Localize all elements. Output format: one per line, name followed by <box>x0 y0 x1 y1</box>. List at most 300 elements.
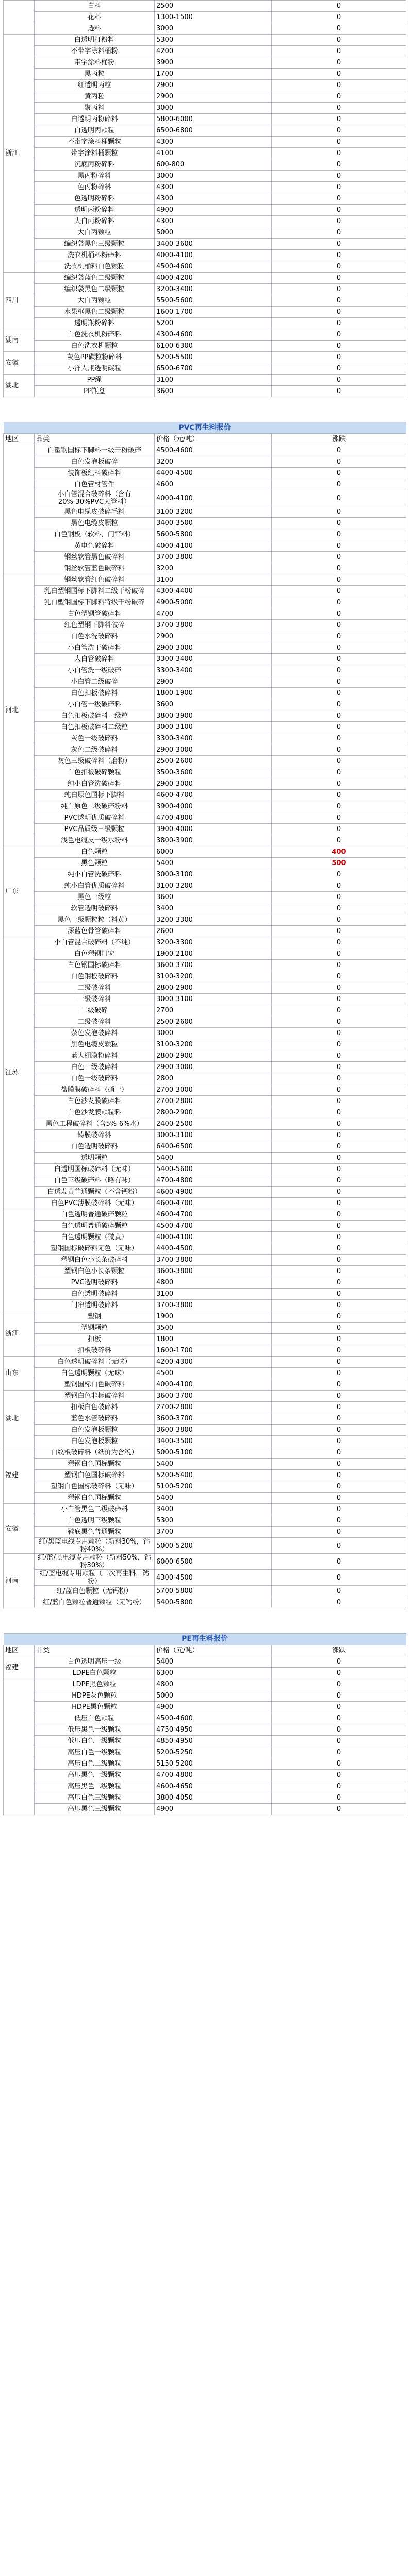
column-header-change: 涨跌 <box>272 1645 406 1656</box>
price-cell: 4300 <box>155 182 272 193</box>
change-cell: 0 <box>272 1586 406 1597</box>
price-cell: 3200-3300 <box>155 937 272 948</box>
change-cell: 0 <box>272 1515 406 1527</box>
column-header-region: 地区 <box>4 1645 35 1656</box>
table-row <box>4 767 406 778</box>
price-cell: 4700-4800 <box>155 1770 272 1781</box>
change-cell: 0 <box>272 1436 406 1447</box>
product-name-cell: 塑钢 <box>35 1311 155 1323</box>
table-row <box>4 778 406 790</box>
change-cell: 0 <box>272 1221 406 1232</box>
product-name-cell: 透明颗粒 <box>35 1153 155 1164</box>
region-cell: 安徽 <box>4 352 35 375</box>
table-row <box>4 846 406 858</box>
price-cell: 2900 <box>155 676 272 688</box>
product-name-cell: 白色钢板破碎料 <box>35 971 155 982</box>
product-name-cell: 带字涂料桶颗粒 <box>35 148 155 159</box>
product-name-cell: 塑钢白色非标破碎料 <box>35 1391 155 1402</box>
product-name-cell: 白色透明颗粒（微黄） <box>35 1232 155 1243</box>
product-name-cell: 高压白色二级颗粒 <box>35 1758 155 1770</box>
product-name-cell: 高压白色三级颗粒 <box>35 1792 155 1804</box>
change-cell: 0 <box>272 518 406 529</box>
table-row <box>4 1690 406 1702</box>
change-cell: 0 <box>272 239 406 250</box>
product-name-cell: 纯小白管洗破碎料 <box>35 778 155 790</box>
price-cell: 5600-5800 <box>155 529 272 540</box>
product-name-cell: 白色塑钢门窗 <box>35 948 155 960</box>
change-cell: 0 <box>272 642 406 654</box>
price-cell: 4400-4500 <box>155 468 272 479</box>
price-cell: 6400-6500 <box>155 1141 272 1153</box>
product-name-cell: 高压黑色二级颗粒 <box>35 1781 155 1792</box>
price-cell: 5200-5250 <box>155 1747 272 1758</box>
change-cell: 0 <box>272 1175 406 1187</box>
table-row <box>4 699 406 710</box>
change-cell: 0 <box>272 654 406 665</box>
price-cell: 5400-5600 <box>155 1164 272 1175</box>
price-cell: 5300 <box>155 1515 272 1527</box>
product-name-cell: 白色透明破碎料 <box>35 1141 155 1153</box>
table-row <box>4 982 406 994</box>
product-name-cell: 白色透明三级颗粒 <box>35 1515 155 1527</box>
product-name-cell: 塑钢白色小长条颗粒 <box>35 1266 155 1277</box>
change-cell: 0 <box>272 1062 406 1073</box>
table-row <box>4 250 406 261</box>
price-cell: 5000 <box>155 227 272 239</box>
price-cell: 3900 <box>155 57 272 69</box>
product-name-cell: 乳白塑钢国标下脚料特级干粉破碎 <box>35 597 155 608</box>
product-name-cell: 白色颗粒 <box>35 846 155 858</box>
table-row <box>4 1781 406 1792</box>
price-cell: 4800 <box>155 1277 272 1289</box>
change-cell: 0 <box>272 456 406 468</box>
section-title: PE再生料报价 <box>4 1634 406 1645</box>
change-cell: 0 <box>272 1141 406 1153</box>
product-name-cell: 大白丙颗粒 <box>35 295 155 307</box>
product-name-cell: 编织袋黑色三级颗粒 <box>35 239 155 250</box>
change-cell: 0 <box>272 35 406 46</box>
price-cell: 4600-4700 <box>155 1209 272 1221</box>
price-cell: 2500 <box>155 1 272 12</box>
change-cell: 0 <box>272 1334 406 1345</box>
price-cell: 5400-5800 <box>155 1597 272 1608</box>
change-cell: 0 <box>272 216 406 227</box>
product-name-cell: 蓝大棚膜粉碎料 <box>35 1050 155 1062</box>
table-row <box>4 171 406 182</box>
product-name-cell: 白色钢板（软料，门帘料） <box>35 529 155 540</box>
table-row <box>4 812 406 824</box>
price-cell: 4500-4600 <box>155 261 272 273</box>
change-cell: 0 <box>272 1323 406 1334</box>
table-row <box>4 1266 406 1277</box>
price-cell: 3900-4000 <box>155 824 272 835</box>
table-row <box>4 1425 406 1436</box>
product-name-cell: 小白管洗干破碎料 <box>35 642 155 654</box>
table-row <box>4 468 406 479</box>
product-name-cell: 高压黑色一级颗粒 <box>35 1770 155 1781</box>
price-cell: 3100-3200 <box>155 971 272 982</box>
change-cell: 0 <box>272 12 406 23</box>
table-row <box>4 563 406 574</box>
price-cell: 4300 <box>155 216 272 227</box>
product-name-cell: 白透明丙颗粒 <box>35 125 155 137</box>
change-cell: 0 <box>272 23 406 35</box>
change-cell: 0 <box>272 892 406 903</box>
table-row <box>4 273 406 284</box>
change-cell: 0 <box>272 468 406 479</box>
table-row <box>4 1289 406 1300</box>
table-row <box>4 914 406 926</box>
change-cell: 0 <box>272 182 406 193</box>
table-row <box>4 1481 406 1493</box>
table-row <box>4 1515 406 1527</box>
price-cell: 4500-4700 <box>155 1221 272 1232</box>
price-cell: 4900-5000 <box>155 597 272 608</box>
table-row <box>4 193 406 205</box>
change-cell: 0 <box>272 1153 406 1164</box>
product-name-cell: 白色沙发膜颗粒料 <box>35 1107 155 1118</box>
table-row <box>4 722 406 733</box>
table-row <box>4 1028 406 1039</box>
table-row <box>4 205 406 216</box>
price-cell: 3300-3400 <box>155 733 272 744</box>
product-name-cell: 白色扣板破碎料一级粒 <box>35 710 155 722</box>
change-cell: 0 <box>272 1391 406 1402</box>
table-row <box>4 375 406 386</box>
price-cell: 3900-4000 <box>155 801 272 812</box>
price-cell: 1600-1700 <box>155 307 272 318</box>
product-name-cell: 深蓝色骨管破碎料 <box>35 926 155 937</box>
change-cell: 0 <box>272 1724 406 1736</box>
change-cell: 0 <box>272 982 406 994</box>
table-row <box>4 1538 406 1554</box>
product-name-cell: 灰色二级破碎料 <box>35 744 155 756</box>
table-row <box>4 903 406 914</box>
price-table-pe <box>3 1633 406 1815</box>
change-cell: 0 <box>272 1447 406 1459</box>
product-name-cell: 聚丙料 <box>35 103 155 114</box>
change-cell: 0 <box>272 1470 406 1481</box>
product-name-cell: 小白管混合破碎料（不纯） <box>35 937 155 948</box>
table-row <box>4 445 406 456</box>
price-cell: 3600 <box>155 892 272 903</box>
price-cell: 3600-3800 <box>155 1266 272 1277</box>
product-name-cell: 白色三级破碎料（略有味） <box>35 1175 155 1187</box>
change-cell: 0 <box>272 1300 406 1311</box>
table-row <box>4 23 406 35</box>
table-row <box>4 1357 406 1368</box>
change-cell: 0 <box>272 1368 406 1379</box>
change-cell: 0 <box>272 665 406 676</box>
table-row <box>4 69 406 80</box>
product-name-cell: 透明丙粉碎料 <box>35 205 155 216</box>
price-cell: 4700 <box>155 608 272 620</box>
table-row <box>4 1062 406 1073</box>
price-cell: 2900-3000 <box>155 1062 272 1073</box>
change-cell: 0 <box>272 261 406 273</box>
product-name-cell: 水果框黑色二级颗粒 <box>35 307 155 318</box>
change-cell: 0 <box>272 479 406 490</box>
table-row <box>4 960 406 971</box>
change-cell: 0 <box>272 1243 406 1255</box>
price-cell: 4100 <box>155 148 272 159</box>
product-name-cell: HDPE灰色颗粒 <box>35 1690 155 1702</box>
column-header-change: 涨跌 <box>272 434 406 445</box>
table-row <box>4 1527 406 1538</box>
price-cell: 2700 <box>155 1005 272 1016</box>
table-row <box>4 1554 406 1570</box>
price-cell: 4000-4100 <box>155 250 272 261</box>
price-cell: 2700-2800 <box>155 1096 272 1107</box>
table-row <box>4 1300 406 1311</box>
change-cell: 0 <box>272 563 406 574</box>
product-name-cell: 白透明丙粉碎料 <box>35 114 155 125</box>
product-name-cell: 塑钢白色国标颗粒 <box>35 1459 155 1470</box>
price-cell: 4000-4100 <box>155 540 272 552</box>
product-name-cell: 不带字涂料桶粉 <box>35 46 155 57</box>
table-row <box>4 1175 406 1187</box>
price-cell: 3400 <box>155 903 272 914</box>
change-cell: 0 <box>272 1413 406 1425</box>
product-name-cell: LDPE白色颗粒 <box>35 1668 155 1679</box>
table-row <box>4 46 406 57</box>
table-row <box>4 994 406 1005</box>
product-name-cell: 编织袋黑色二级颗粒 <box>35 284 155 295</box>
price-cell: 5000-5200 <box>155 1538 272 1554</box>
change-cell: 0 <box>272 1187 406 1198</box>
table-row <box>4 1255 406 1266</box>
product-name-cell: 乳白塑钢国标下脚料二级干粉破碎 <box>35 586 155 597</box>
table-row <box>4 631 406 642</box>
product-name-cell: 塑钢国标白色破碎料 <box>35 1379 155 1391</box>
product-name-cell: 白色扣板破碎颗粒 <box>35 767 155 778</box>
change-cell: 0 <box>272 835 406 846</box>
change-cell: 0 <box>272 375 406 386</box>
price-cell: 600-800 <box>155 159 272 171</box>
table-row <box>4 295 406 307</box>
price-cell: 4500 <box>155 1368 272 1379</box>
region-cell: 安徽 <box>4 1504 35 1554</box>
product-name-cell: 低压白色颗粒 <box>35 1713 155 1724</box>
price-cell: 1800-1900 <box>155 688 272 699</box>
change-cell: 0 <box>272 1481 406 1493</box>
change-cell: 0 <box>272 1792 406 1804</box>
change-cell: 0 <box>272 1713 406 1724</box>
table-row <box>4 540 406 552</box>
price-cell: 3200 <box>155 456 272 468</box>
price-cell: 6300 <box>155 1668 272 1679</box>
change-cell: 0 <box>272 137 406 148</box>
price-list-page <box>3 0 406 1815</box>
product-name-cell: 白透发黄普通颗粒（不含钙粉） <box>35 1187 155 1198</box>
change-cell: 0 <box>272 46 406 57</box>
table-row <box>4 261 406 273</box>
change-cell: 0 <box>272 926 406 937</box>
column-header-region: 地区 <box>4 434 35 445</box>
product-name-cell: 透明瓶粉碎料 <box>35 318 155 329</box>
product-name-cell: 花料 <box>35 12 155 23</box>
change-cell: 0 <box>272 490 406 506</box>
product-name-cell: 高压黑色三级颗粒 <box>35 1804 155 1815</box>
change-cell: 0 <box>272 529 406 540</box>
price-cell: 3100-3200 <box>155 880 272 892</box>
price-cell: 4000-4100 <box>155 490 272 506</box>
price-cell: 4000-4100 <box>155 1232 272 1243</box>
product-name-cell: 白色透明破碎料 <box>35 1289 155 1300</box>
product-name-cell: 白色钢国标破碎料 <box>35 960 155 971</box>
price-cell: 5500-5600 <box>155 295 272 307</box>
price-cell: 5200-5400 <box>155 1470 272 1481</box>
product-name-cell: 白色发泡板破碎 <box>35 456 155 468</box>
change-cell: 0 <box>272 971 406 982</box>
table-row <box>4 1141 406 1153</box>
table-row <box>4 1413 406 1425</box>
change-cell: 0 <box>272 148 406 159</box>
price-cell: 3600-3700 <box>155 1413 272 1425</box>
section-gap <box>3 1608 406 1633</box>
product-name-cell: 白纹板破碎料（纸价为含税） <box>35 1447 155 1459</box>
product-name-cell: 编织袋蓝色二级颗粒 <box>35 273 155 284</box>
product-name-cell: 黑色电缆皮破碎毛料 <box>35 506 155 518</box>
price-cell: 4300-4400 <box>155 586 272 597</box>
region-cell <box>4 1679 35 1815</box>
price-cell: 4900 <box>155 205 272 216</box>
price-cell: 2900-3000 <box>155 642 272 654</box>
change-cell: 400 <box>272 846 406 858</box>
product-name-cell: 纯白原色二级破碎粉料 <box>35 801 155 812</box>
table-row <box>4 926 406 937</box>
region-cell: 河南 <box>4 1554 35 1608</box>
price-cell: 1800 <box>155 1334 272 1345</box>
price-cell: 2800 <box>155 1073 272 1084</box>
change-cell: 0 <box>272 69 406 80</box>
table-row <box>4 1702 406 1713</box>
price-cell: 4600-4900 <box>155 1187 272 1198</box>
product-name-cell: 二级破碎料 <box>35 1016 155 1028</box>
change-cell: 0 <box>272 1107 406 1118</box>
change-cell: 0 <box>272 1679 406 1690</box>
price-table-pvc <box>3 422 406 1608</box>
product-name-cell: 钢丝软管黑色破碎料 <box>35 552 155 563</box>
product-name-cell: 白色一级破碎料 <box>35 1073 155 1084</box>
change-cell: 0 <box>272 1016 406 1028</box>
table-row <box>4 1459 406 1470</box>
column-header-row <box>4 1645 406 1656</box>
change-cell: 0 <box>272 1781 406 1792</box>
price-cell: 3400-3600 <box>155 239 272 250</box>
product-name-cell: 白色透明普通破碎颗粒 <box>35 1209 155 1221</box>
change-cell: 0 <box>272 125 406 137</box>
price-cell: 2900 <box>155 91 272 103</box>
table-row <box>4 688 406 699</box>
column-header-name: 品类 <box>35 434 155 445</box>
table-row <box>4 1493 406 1504</box>
change-cell: 0 <box>272 250 406 261</box>
change-cell: 0 <box>272 295 406 307</box>
change-cell: 0 <box>272 552 406 563</box>
table-row <box>4 307 406 318</box>
price-cell: 3000-3100 <box>155 1130 272 1141</box>
product-name-cell: 沉底丙粉碎料 <box>35 159 155 171</box>
table-row <box>4 386 406 397</box>
table-row <box>4 1334 406 1345</box>
price-cell: 5400 <box>155 1459 272 1470</box>
change-cell: 0 <box>272 960 406 971</box>
price-cell: 2700-3000 <box>155 1084 272 1096</box>
price-cell: 1600-1700 <box>155 1345 272 1357</box>
change-cell: 0 <box>272 1084 406 1096</box>
change-cell: 0 <box>272 363 406 375</box>
price-cell: 3200-3400 <box>155 284 272 295</box>
change-cell: 0 <box>272 386 406 397</box>
product-name-cell: 塑钢国标破碎料无色（无味） <box>35 1243 155 1255</box>
table-row <box>4 137 406 148</box>
change-cell: 0 <box>272 1028 406 1039</box>
price-cell: 5800-6000 <box>155 114 272 125</box>
price-cell: 3600-3700 <box>155 1391 272 1402</box>
price-cell: 5150-5200 <box>155 1758 272 1770</box>
price-cell: 6000 <box>155 846 272 858</box>
product-name-cell: 塑钢白色小长条破碎料 <box>35 1255 155 1266</box>
change-cell: 0 <box>272 1425 406 1436</box>
table-row <box>4 790 406 801</box>
price-cell: 2900-3000 <box>155 778 272 790</box>
change-cell: 0 <box>272 1690 406 1702</box>
product-name-cell: PP绳 <box>35 375 155 386</box>
table-row <box>4 1804 406 1815</box>
change-cell: 0 <box>272 1402 406 1413</box>
change-cell: 0 <box>272 318 406 329</box>
table-row <box>4 665 406 676</box>
price-cell: 4800 <box>155 1679 272 1690</box>
product-name-cell: 白色发泡板颗粒 <box>35 1436 155 1447</box>
change-cell: 0 <box>272 341 406 352</box>
table-row <box>4 35 406 46</box>
price-cell: 3700-3800 <box>155 1255 272 1266</box>
table-row <box>4 642 406 654</box>
table-row <box>4 12 406 23</box>
table-row <box>4 1792 406 1804</box>
table-row <box>4 341 406 352</box>
change-cell: 0 <box>272 574 406 586</box>
table-row <box>4 552 406 563</box>
price-cell: 2800-2900 <box>155 1107 272 1118</box>
product-name-cell: 钢丝软管红色破碎料 <box>35 574 155 586</box>
table-row <box>4 529 406 540</box>
product-name-cell: 白色透明破碎料（无味） <box>35 1357 155 1368</box>
region-cell <box>4 445 35 574</box>
change-cell: 0 <box>272 620 406 631</box>
price-cell: 4000-4200 <box>155 273 272 284</box>
table-row <box>4 1153 406 1164</box>
change-cell: 0 <box>272 1379 406 1391</box>
table-row <box>4 91 406 103</box>
table-row <box>4 1277 406 1289</box>
table-row <box>4 1096 406 1107</box>
table-row <box>4 518 406 529</box>
product-name-cell: 白塑钢国标下脚料一级干粉破碎 <box>35 445 155 456</box>
table-row <box>4 159 406 171</box>
product-name-cell: 小白管一级破碎料 <box>35 699 155 710</box>
table-row <box>4 597 406 608</box>
table-row <box>4 756 406 767</box>
region-cell: 浙江 <box>4 1311 35 1357</box>
product-name-cell: PVC透明破碎料 <box>35 1277 155 1289</box>
price-cell: 5200 <box>155 318 272 329</box>
change-cell: 0 <box>272 1527 406 1538</box>
table-row <box>4 318 406 329</box>
product-name-cell: 白色沙发膜破碎料 <box>35 1096 155 1107</box>
